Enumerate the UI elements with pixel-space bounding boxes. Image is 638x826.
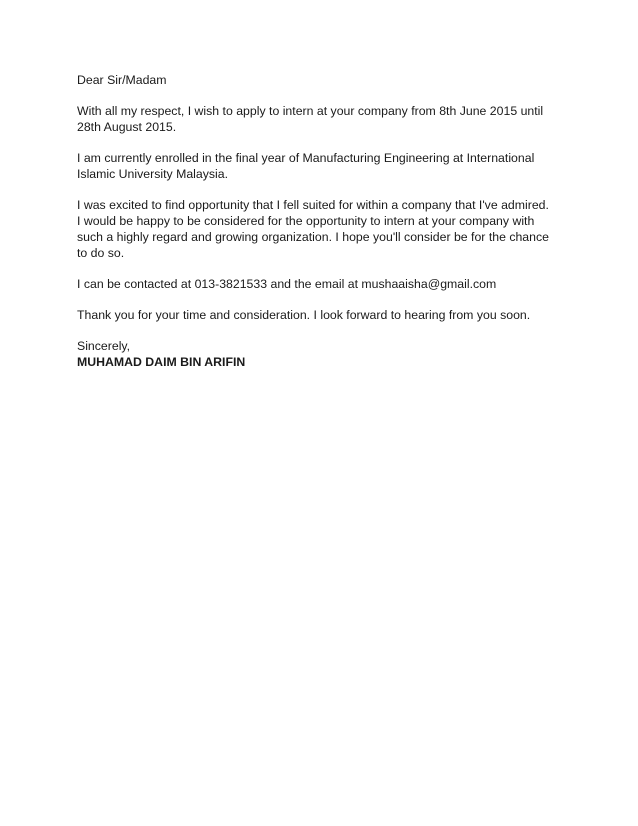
text-line: such a highly regard and growing organization. I hope you'll consider be for the chance [77,230,549,244]
signature-name: MUHAMAD DAIM BIN ARIFIN [77,355,246,369]
text-line: to do so. [77,246,125,260]
text-line: 28th August 2015. [77,120,177,134]
text-line: Thank you for your time and consideration. I look forward to hearing from you soon. [77,308,531,322]
letter-greeting: Dear Sir/Madam [77,73,167,87]
paragraph-internship-dates [77,103,557,135]
text-line: With all my respect, I wish to apply to intern at your company from 8th June 2015 until [77,104,544,118]
paragraph-motivation [77,197,557,261]
paragraph-enrollment [77,150,557,182]
text-line: Islamic University Malaysia. [77,167,229,181]
text-line: I am currently enrolled in the final year of Manufacturing Engineering at International [77,151,535,165]
text-line: I was excited to find opportunity that I fell suited for within a company that I've admired. [77,198,549,212]
closing-text: Sincerely, [77,339,131,353]
letter-sign-off [77,338,557,370]
cover-letter [77,72,557,370]
paragraph-thanks [77,307,557,323]
paragraph-contact-info [77,276,557,292]
text-line: I can be contacted at 013-3821533 and the email at mushaaisha@gmail.com [77,277,497,291]
text-line: I would be happy to be considered for the opportunity to intern at your company with [77,214,535,228]
